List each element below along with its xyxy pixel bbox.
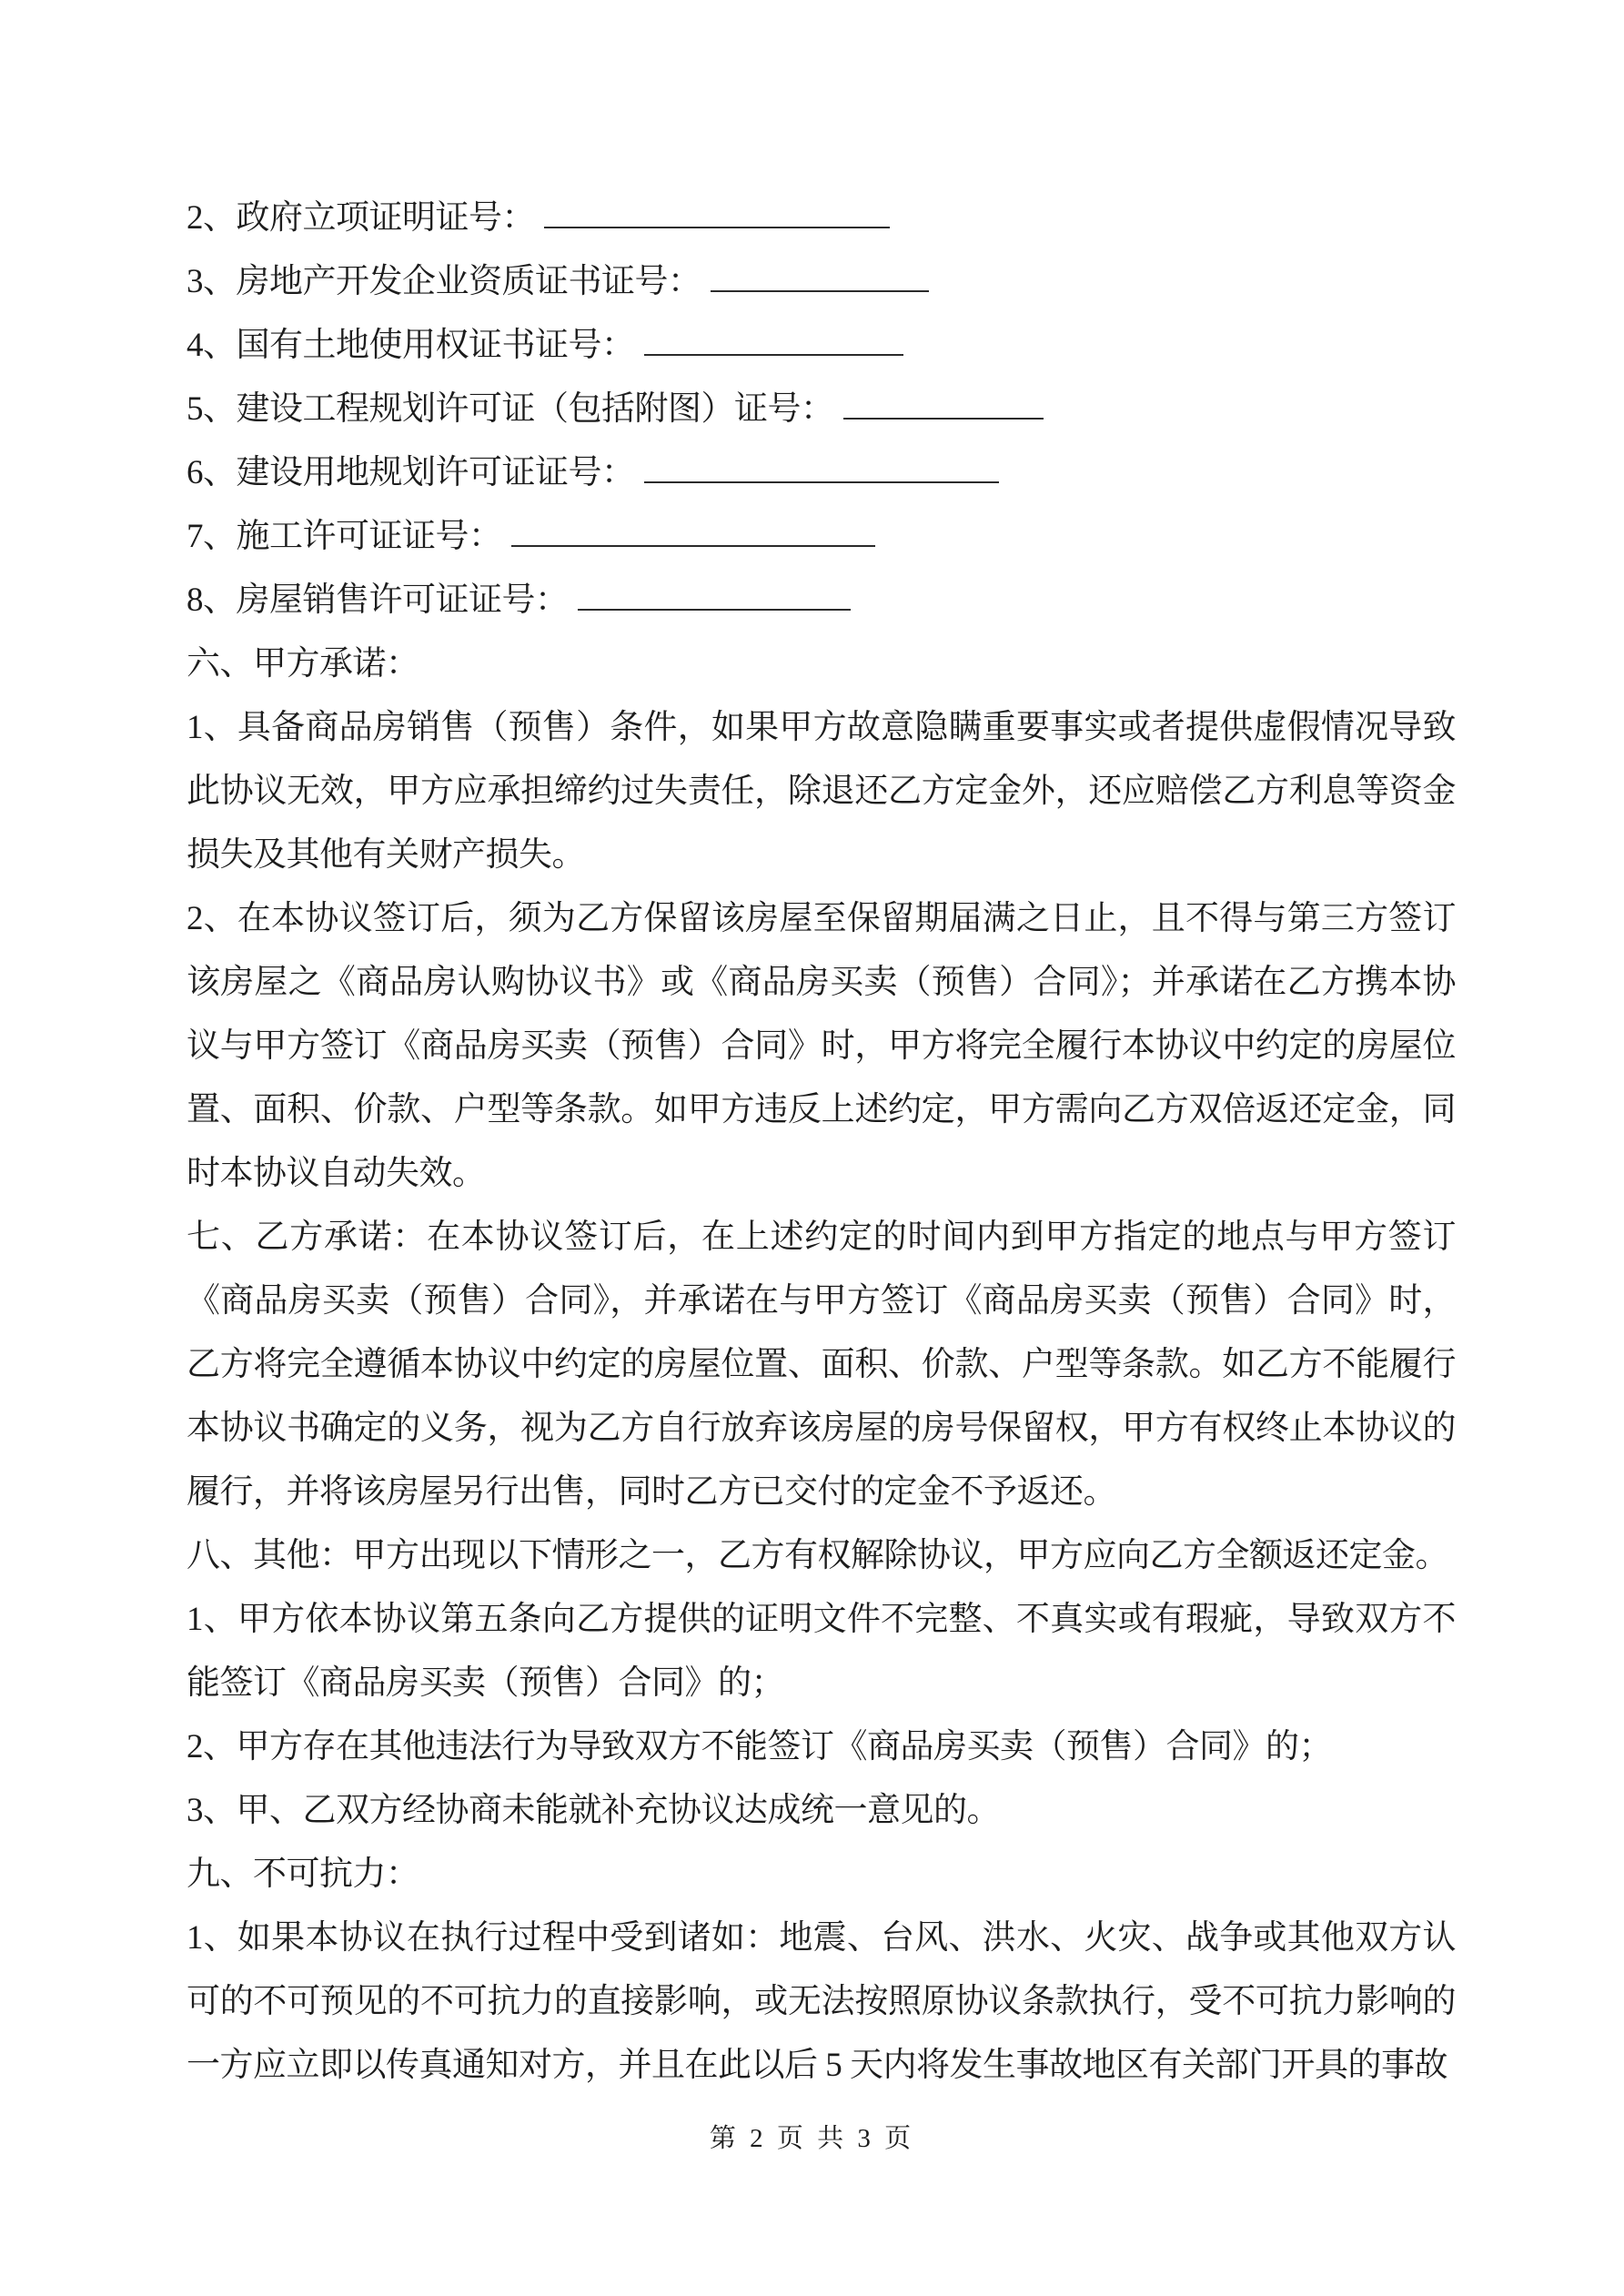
certificate-number-line xyxy=(187,250,1456,314)
contract-paragraph: 3、甲、乙双方经协商未能就补充协议达成统一意见的。 xyxy=(187,1792,1000,1829)
contract-paragraph: 七、乙方承诺：在本协议签订后，在上述约定的时间内到甲方指定的地点与甲方签订《商品房买卖（预售）合同》，并承诺在与甲方签订《商品房买卖（预售）合同》时，乙方将完全遵循本协议中约定的房屋位置、面积、价款、户型等条款。如乙方不能履行本协议书确定的义务，视为乙方自行放弃该房屋的房号保留权，甲方有权终止本协议的履行，并将该房屋另行出售，同时乙方已交付的定金不予返还。 xyxy=(187,1219,1456,1511)
section-heading: 六、甲方承诺： xyxy=(187,645,419,683)
certificate-number-line xyxy=(187,187,1456,250)
contract-paragraph: 1、如果本协议在执行过程中受到诸如：地震、台风、洪水、火灾、战争或其他双方认可的不可预见的不可抗力的直接影响，或无法按照原协议条款执行，受不可抗力影响的一方应立即以传真通知对方，并且在此以后 5 天内将发生事故地区有关部门开具的事故 xyxy=(187,1919,1456,2084)
certificate-number-label: 6、建设用地规划许可证证号： xyxy=(187,454,635,491)
page-number-footer: 第 2 页 共 3 页 xyxy=(709,2124,915,2153)
certificate-number-line xyxy=(187,314,1456,378)
certificate-number-label: 3、房地产开发企业资质证书证号： xyxy=(187,263,701,300)
contract-paragraph: 1、具备商品房销售（预售）条件，如果甲方故意隐瞒重要事实或者提供虚假情况导致此协议无效，甲方应承担缔约过失责任，除退还乙方定金外，还应赔偿乙方利息等资金损失及其他有关财产损失。 xyxy=(187,709,1456,874)
contract-paragraph: 2、甲方存在其他违法行为导致双方不能签订《商品房买卖（预售）合同》的； xyxy=(187,1728,1332,1765)
blank-underline-field xyxy=(578,571,851,611)
certificate-number-line xyxy=(187,569,1456,632)
blank-underline-field xyxy=(644,444,999,483)
contract-paragraph: 2、在本协议签订后，须为乙方保留该房屋至保留期届满之日止，且不得与第三方签订该房屋之《商品房认购协议书》或《商品房买卖（预售）合同》；并承诺在乙方携本协议与甲方签订《商品房买卖（预售）合同》时，甲方将完全履行本协议中约定的房屋位置、面积、价款、户型等条款。如甲方违反上述约定，甲方需向乙方双倍返还定金，同时本协议自动失效。 xyxy=(187,900,1456,1192)
blank-underline-field xyxy=(511,508,875,547)
contract-paragraph: 1、甲方依本协议第五条向乙方提供的证明文件不完整、不真实或有瑕疵，导致双方不能签订《商品房买卖（预售）合同》的； xyxy=(187,1601,1456,1702)
certificate-number-label: 2、政府立项证明证号： xyxy=(187,199,535,237)
certificate-number-label: 7、施工许可证证号： xyxy=(187,518,502,555)
certificate-number-line xyxy=(187,378,1456,441)
document-body xyxy=(187,187,1456,2098)
blank-underline-field xyxy=(544,189,890,228)
certificate-number-label: 4、国有土地使用权证书证号： xyxy=(187,327,635,364)
certificate-number-label: 8、房屋销售许可证证号： xyxy=(187,582,569,619)
contract-paragraph: 八、其他：甲方出现以下情形之一，乙方有权解除协议，甲方应向乙方全额返还定金。 xyxy=(187,1537,1448,1574)
certificate-number-label: 5、建设工程规划许可证（包括附图）证号： xyxy=(187,390,834,428)
certificate-number-line xyxy=(187,441,1456,505)
blank-underline-field xyxy=(644,317,903,356)
section-heading: 九、不可抗力： xyxy=(187,1856,419,1893)
blank-underline-field xyxy=(843,380,1044,420)
blank-underline-field xyxy=(711,253,929,292)
certificate-number-line xyxy=(187,505,1456,569)
